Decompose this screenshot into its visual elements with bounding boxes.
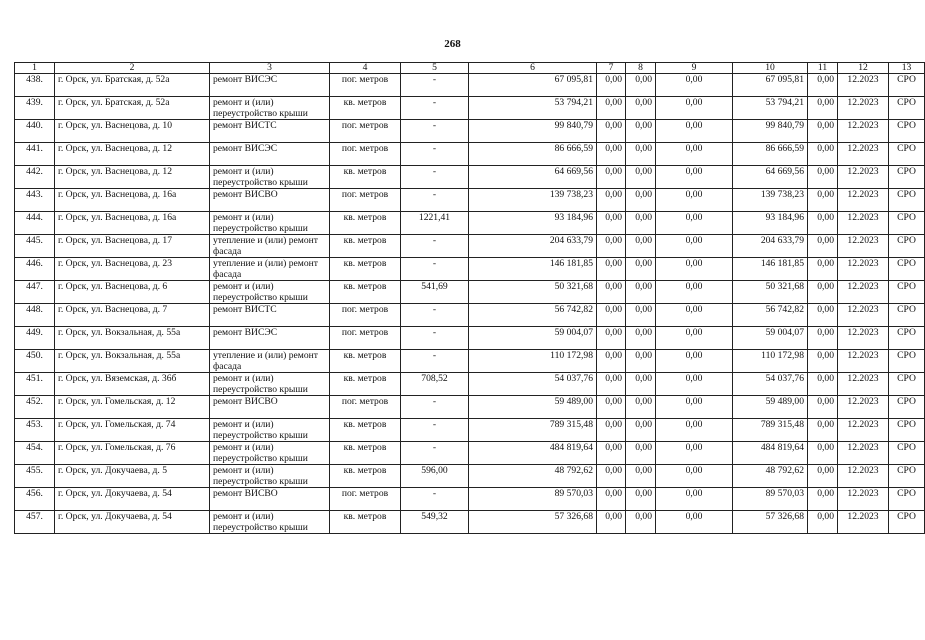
- method-cell: СРО: [889, 419, 925, 442]
- unit-cell: кв. метров: [330, 97, 401, 120]
- amount-cell: 0,00: [597, 327, 626, 350]
- cost-cell: 110 172,98: [469, 350, 597, 373]
- amount-cell: 0,00: [656, 212, 733, 235]
- amount-cell: 0,00: [597, 143, 626, 166]
- column-header: 8: [626, 63, 656, 74]
- address-cell: г. Орск, ул. Васнецова, д. 12: [55, 143, 210, 166]
- column-header: 4: [330, 63, 401, 74]
- table-row: [15, 97, 925, 120]
- cost-cell: 59 004,07: [469, 327, 597, 350]
- work-type-cell: ремонт и (или) переустройство крыши: [210, 511, 330, 534]
- column-header: 2: [55, 63, 210, 74]
- total-cost-cell: 50 321,68: [733, 281, 808, 304]
- cost-cell: 89 570,03: [469, 488, 597, 511]
- row-number-cell: 446.: [15, 258, 55, 281]
- amount-cell: 0,00: [656, 281, 733, 304]
- cost-cell: 48 792,62: [469, 465, 597, 488]
- amount-cell: 0,00: [626, 465, 656, 488]
- row-number-cell: 444.: [15, 212, 55, 235]
- method-cell: СРО: [889, 212, 925, 235]
- amount-cell: 0,00: [626, 396, 656, 419]
- unit-cell: пог. метров: [330, 120, 401, 143]
- column-header: 5: [401, 63, 469, 74]
- total-cost-cell: 56 742,82: [733, 304, 808, 327]
- work-type-cell: утепление и (или) ремонт фасада: [210, 350, 330, 373]
- table-row: [15, 212, 925, 235]
- method-cell: СРО: [889, 143, 925, 166]
- quantity-cell: 1221,41: [401, 212, 469, 235]
- amount-cell: 0,00: [656, 304, 733, 327]
- cost-cell: 53 794,21: [469, 97, 597, 120]
- cost-cell: 56 742,82: [469, 304, 597, 327]
- work-type-cell: ремонт ВИСТС: [210, 120, 330, 143]
- amount-cell: 0,00: [656, 327, 733, 350]
- cost-cell: 50 321,68: [469, 281, 597, 304]
- completion-date-cell: 12.2023: [838, 235, 889, 258]
- cost-cell: 93 184,96: [469, 212, 597, 235]
- work-type-cell: утепление и (или) ремонт фасада: [210, 235, 330, 258]
- amount-cell: 0,00: [626, 419, 656, 442]
- amount-cell: 0,00: [656, 235, 733, 258]
- amount-cell: 0,00: [808, 143, 838, 166]
- total-cost-cell: 86 666,59: [733, 143, 808, 166]
- row-number-cell: 456.: [15, 488, 55, 511]
- row-number-cell: 440.: [15, 120, 55, 143]
- method-cell: СРО: [889, 373, 925, 396]
- completion-date-cell: 12.2023: [838, 396, 889, 419]
- amount-cell: 0,00: [656, 511, 733, 534]
- cost-cell: 204 633,79: [469, 235, 597, 258]
- amount-cell: 0,00: [626, 327, 656, 350]
- address-cell: г. Орск, ул. Васнецова, д. 10: [55, 120, 210, 143]
- table-row: [15, 258, 925, 281]
- amount-cell: 0,00: [656, 74, 733, 97]
- amount-cell: 0,00: [626, 373, 656, 396]
- cost-cell: 59 489,00: [469, 396, 597, 419]
- total-cost-cell: 59 004,07: [733, 327, 808, 350]
- total-cost-cell: 59 489,00: [733, 396, 808, 419]
- amount-cell: 0,00: [808, 166, 838, 189]
- table-row: [15, 465, 925, 488]
- method-cell: СРО: [889, 258, 925, 281]
- unit-cell: пог. метров: [330, 488, 401, 511]
- amount-cell: 0,00: [626, 350, 656, 373]
- amount-cell: 0,00: [597, 189, 626, 212]
- total-cost-cell: 484 819,64: [733, 442, 808, 465]
- quantity-cell: -: [401, 442, 469, 465]
- unit-cell: кв. метров: [330, 419, 401, 442]
- total-cost-cell: 789 315,48: [733, 419, 808, 442]
- address-cell: г. Орск, ул. Васнецова, д. 7: [55, 304, 210, 327]
- total-cost-cell: 53 794,21: [733, 97, 808, 120]
- row-number-cell: 452.: [15, 396, 55, 419]
- page-number: 268: [444, 38, 461, 50]
- method-cell: СРО: [889, 235, 925, 258]
- total-cost-cell: 146 181,85: [733, 258, 808, 281]
- work-type-cell: ремонт и (или) переустройство крыши: [210, 212, 330, 235]
- work-type-cell: ремонт ВИСЭС: [210, 143, 330, 166]
- table-row: [15, 350, 925, 373]
- address-cell: г. Орск, ул. Вокзальная, д. 55а: [55, 327, 210, 350]
- completion-date-cell: 12.2023: [838, 419, 889, 442]
- completion-date-cell: 12.2023: [838, 442, 889, 465]
- amount-cell: 0,00: [626, 511, 656, 534]
- table-row: [15, 442, 925, 465]
- completion-date-cell: 12.2023: [838, 189, 889, 212]
- method-cell: СРО: [889, 97, 925, 120]
- completion-date-cell: 12.2023: [838, 488, 889, 511]
- quantity-cell: -: [401, 189, 469, 212]
- total-cost-cell: 204 633,79: [733, 235, 808, 258]
- quantity-cell: -: [401, 97, 469, 120]
- total-cost-cell: 139 738,23: [733, 189, 808, 212]
- quantity-cell: -: [401, 327, 469, 350]
- completion-date-cell: 12.2023: [838, 166, 889, 189]
- completion-date-cell: 12.2023: [838, 74, 889, 97]
- quantity-cell: -: [401, 258, 469, 281]
- column-header: 1: [15, 63, 55, 74]
- work-type-cell: ремонт ВИСВО: [210, 189, 330, 212]
- method-cell: СРО: [889, 304, 925, 327]
- address-cell: г. Орск, ул. Братская, д. 52а: [55, 97, 210, 120]
- method-cell: СРО: [889, 511, 925, 534]
- unit-cell: пог. метров: [330, 327, 401, 350]
- unit-cell: кв. метров: [330, 281, 401, 304]
- work-type-cell: ремонт и (или) переустройство крыши: [210, 465, 330, 488]
- method-cell: СРО: [889, 327, 925, 350]
- amount-cell: 0,00: [626, 97, 656, 120]
- address-cell: г. Орск, ул. Васнецова, д. 16а: [55, 212, 210, 235]
- amount-cell: 0,00: [597, 212, 626, 235]
- total-cost-cell: 48 792,62: [733, 465, 808, 488]
- completion-date-cell: 12.2023: [838, 97, 889, 120]
- amount-cell: 0,00: [656, 120, 733, 143]
- row-number-cell: 439.: [15, 97, 55, 120]
- column-header: 13: [889, 63, 925, 74]
- completion-date-cell: 12.2023: [838, 327, 889, 350]
- amount-cell: 0,00: [656, 350, 733, 373]
- address-cell: г. Орск, ул. Васнецова, д. 6: [55, 281, 210, 304]
- quantity-cell: -: [401, 235, 469, 258]
- amount-cell: 0,00: [597, 166, 626, 189]
- method-cell: СРО: [889, 166, 925, 189]
- address-cell: г. Орск, ул. Гомельская, д. 12: [55, 396, 210, 419]
- amount-cell: 0,00: [626, 488, 656, 511]
- amount-cell: 0,00: [626, 281, 656, 304]
- address-cell: г. Орск, ул. Васнецова, д. 16а: [55, 189, 210, 212]
- address-cell: г. Орск, ул. Васнецова, д. 23: [55, 258, 210, 281]
- work-type-cell: ремонт и (или) переустройство крыши: [210, 419, 330, 442]
- amount-cell: 0,00: [597, 419, 626, 442]
- method-cell: СРО: [889, 74, 925, 97]
- amount-cell: 0,00: [656, 189, 733, 212]
- amount-cell: 0,00: [656, 143, 733, 166]
- completion-date-cell: 12.2023: [838, 511, 889, 534]
- work-type-cell: ремонт ВИСВО: [210, 488, 330, 511]
- cost-cell: 484 819,64: [469, 442, 597, 465]
- amount-cell: 0,00: [597, 465, 626, 488]
- cost-cell: 54 037,76: [469, 373, 597, 396]
- cost-cell: 86 666,59: [469, 143, 597, 166]
- address-cell: г. Орск, ул. Братская, д. 52а: [55, 74, 210, 97]
- amount-cell: 0,00: [597, 350, 626, 373]
- amount-cell: 0,00: [808, 212, 838, 235]
- amount-cell: 0,00: [656, 488, 733, 511]
- row-number-cell: 442.: [15, 166, 55, 189]
- method-cell: СРО: [889, 396, 925, 419]
- work-type-cell: ремонт и (или) переустройство крыши: [210, 442, 330, 465]
- register-table: [14, 62, 925, 534]
- method-cell: СРО: [889, 488, 925, 511]
- work-type-cell: ремонт ВИСВО: [210, 396, 330, 419]
- address-cell: г. Орск, ул. Гомельская, д. 74: [55, 419, 210, 442]
- amount-cell: 0,00: [656, 97, 733, 120]
- amount-cell: 0,00: [656, 419, 733, 442]
- method-cell: СРО: [889, 281, 925, 304]
- amount-cell: 0,00: [808, 258, 838, 281]
- column-header: 3: [210, 63, 330, 74]
- completion-date-cell: 12.2023: [838, 373, 889, 396]
- address-cell: г. Орск, ул. Докучаева, д. 54: [55, 488, 210, 511]
- row-number-cell: 454.: [15, 442, 55, 465]
- work-type-cell: ремонт и (или) переустройство крыши: [210, 97, 330, 120]
- total-cost-cell: 93 184,96: [733, 212, 808, 235]
- amount-cell: 0,00: [808, 373, 838, 396]
- address-cell: г. Орск, ул. Васнецова, д. 17: [55, 235, 210, 258]
- amount-cell: 0,00: [597, 97, 626, 120]
- column-header: 11: [808, 63, 838, 74]
- row-number-cell: 450.: [15, 350, 55, 373]
- amount-cell: 0,00: [808, 442, 838, 465]
- amount-cell: 0,00: [626, 212, 656, 235]
- table-row: [15, 488, 925, 511]
- row-number-cell: 447.: [15, 281, 55, 304]
- amount-cell: 0,00: [808, 488, 838, 511]
- amount-cell: 0,00: [656, 465, 733, 488]
- completion-date-cell: 12.2023: [838, 212, 889, 235]
- cost-cell: 146 181,85: [469, 258, 597, 281]
- cost-cell: 57 326,68: [469, 511, 597, 534]
- amount-cell: 0,00: [597, 373, 626, 396]
- unit-cell: кв. метров: [330, 350, 401, 373]
- amount-cell: 0,00: [808, 419, 838, 442]
- amount-cell: 0,00: [626, 189, 656, 212]
- amount-cell: 0,00: [656, 258, 733, 281]
- table-row: [15, 281, 925, 304]
- amount-cell: 0,00: [626, 166, 656, 189]
- amount-cell: 0,00: [808, 235, 838, 258]
- amount-cell: 0,00: [597, 235, 626, 258]
- amount-cell: 0,00: [597, 396, 626, 419]
- completion-date-cell: 12.2023: [838, 281, 889, 304]
- cost-cell: 139 738,23: [469, 189, 597, 212]
- address-cell: г. Орск, ул. Докучаева, д. 5: [55, 465, 210, 488]
- row-number-cell: 438.: [15, 74, 55, 97]
- completion-date-cell: 12.2023: [838, 304, 889, 327]
- address-cell: г. Орск, ул. Вяземская, д. 36б: [55, 373, 210, 396]
- unit-cell: кв. метров: [330, 166, 401, 189]
- quantity-cell: 708,52: [401, 373, 469, 396]
- address-cell: г. Орск, ул. Васнецова, д. 12: [55, 166, 210, 189]
- completion-date-cell: 12.2023: [838, 258, 889, 281]
- total-cost-cell: 110 172,98: [733, 350, 808, 373]
- table-row: [15, 189, 925, 212]
- quantity-cell: -: [401, 396, 469, 419]
- row-number-cell: 443.: [15, 189, 55, 212]
- row-number-cell: 445.: [15, 235, 55, 258]
- column-header: 7: [597, 63, 626, 74]
- row-number-cell: 451.: [15, 373, 55, 396]
- amount-cell: 0,00: [656, 166, 733, 189]
- work-type-cell: ремонт и (или) переустройство крыши: [210, 281, 330, 304]
- column-header: 9: [656, 63, 733, 74]
- amount-cell: 0,00: [626, 235, 656, 258]
- amount-cell: 0,00: [808, 327, 838, 350]
- cost-cell: 64 669,56: [469, 166, 597, 189]
- unit-cell: кв. метров: [330, 442, 401, 465]
- completion-date-cell: 12.2023: [838, 143, 889, 166]
- unit-cell: пог. метров: [330, 396, 401, 419]
- quantity-cell: -: [401, 419, 469, 442]
- table-row: [15, 74, 925, 97]
- unit-cell: кв. метров: [330, 511, 401, 534]
- amount-cell: 0,00: [808, 74, 838, 97]
- amount-cell: 0,00: [626, 442, 656, 465]
- cost-cell: 67 095,81: [469, 74, 597, 97]
- work-type-cell: ремонт ВИСЭС: [210, 327, 330, 350]
- quantity-cell: -: [401, 304, 469, 327]
- unit-cell: кв. метров: [330, 258, 401, 281]
- table-row: [15, 373, 925, 396]
- amount-cell: 0,00: [597, 511, 626, 534]
- total-cost-cell: 57 326,68: [733, 511, 808, 534]
- amount-cell: 0,00: [626, 120, 656, 143]
- amount-cell: 0,00: [808, 97, 838, 120]
- amount-cell: 0,00: [626, 258, 656, 281]
- quantity-cell: -: [401, 120, 469, 143]
- quantity-cell: -: [401, 143, 469, 166]
- total-cost-cell: 89 570,03: [733, 488, 808, 511]
- table-row: [15, 235, 925, 258]
- amount-cell: 0,00: [808, 350, 838, 373]
- unit-cell: пог. метров: [330, 189, 401, 212]
- row-number-cell: 448.: [15, 304, 55, 327]
- method-cell: СРО: [889, 442, 925, 465]
- unit-cell: пог. метров: [330, 74, 401, 97]
- amount-cell: 0,00: [626, 74, 656, 97]
- table-row: [15, 120, 925, 143]
- amount-cell: 0,00: [808, 281, 838, 304]
- cost-cell: 789 315,48: [469, 419, 597, 442]
- unit-cell: пог. метров: [330, 143, 401, 166]
- completion-date-cell: 12.2023: [838, 350, 889, 373]
- unit-cell: пог. метров: [330, 304, 401, 327]
- quantity-cell: -: [401, 488, 469, 511]
- unit-cell: кв. метров: [330, 212, 401, 235]
- quantity-cell: -: [401, 74, 469, 97]
- total-cost-cell: 67 095,81: [733, 74, 808, 97]
- address-cell: г. Орск, ул. Вокзальная, д. 55а: [55, 350, 210, 373]
- amount-cell: 0,00: [597, 304, 626, 327]
- work-type-cell: утепление и (или) ремонт фасада: [210, 258, 330, 281]
- amount-cell: 0,00: [597, 120, 626, 143]
- table-row: [15, 511, 925, 534]
- column-header: 6: [469, 63, 597, 74]
- column-header: 10: [733, 63, 808, 74]
- unit-cell: кв. метров: [330, 465, 401, 488]
- completion-date-cell: 12.2023: [838, 465, 889, 488]
- amount-cell: 0,00: [656, 442, 733, 465]
- table-row: [15, 166, 925, 189]
- work-type-cell: ремонт и (или) переустройство крыши: [210, 373, 330, 396]
- address-cell: г. Орск, ул. Гомельская, д. 76: [55, 442, 210, 465]
- unit-cell: кв. метров: [330, 235, 401, 258]
- cost-cell: 99 840,79: [469, 120, 597, 143]
- work-type-cell: ремонт ВИСТС: [210, 304, 330, 327]
- table-row: [15, 143, 925, 166]
- table-row: [15, 304, 925, 327]
- amount-cell: 0,00: [597, 258, 626, 281]
- method-cell: СРО: [889, 465, 925, 488]
- amount-cell: 0,00: [808, 511, 838, 534]
- quantity-cell: 549,32: [401, 511, 469, 534]
- total-cost-cell: 64 669,56: [733, 166, 808, 189]
- work-type-cell: ремонт ВИСЭС: [210, 74, 330, 97]
- completion-date-cell: 12.2023: [838, 120, 889, 143]
- row-number-cell: 453.: [15, 419, 55, 442]
- work-type-cell: ремонт и (или) переустройство крыши: [210, 166, 330, 189]
- row-number-cell: 441.: [15, 143, 55, 166]
- quantity-cell: 596,00: [401, 465, 469, 488]
- total-cost-cell: 99 840,79: [733, 120, 808, 143]
- address-cell: г. Орск, ул. Докучаева, д. 54: [55, 511, 210, 534]
- method-cell: СРО: [889, 120, 925, 143]
- table-row: [15, 419, 925, 442]
- row-number-cell: 457.: [15, 511, 55, 534]
- amount-cell: 0,00: [597, 488, 626, 511]
- row-number-cell: 455.: [15, 465, 55, 488]
- method-cell: СРО: [889, 350, 925, 373]
- amount-cell: 0,00: [808, 396, 838, 419]
- quantity-cell: 541,69: [401, 281, 469, 304]
- amount-cell: 0,00: [808, 189, 838, 212]
- row-number-cell: 449.: [15, 327, 55, 350]
- quantity-cell: -: [401, 350, 469, 373]
- table-row: [15, 396, 925, 419]
- amount-cell: 0,00: [808, 304, 838, 327]
- amount-cell: 0,00: [656, 396, 733, 419]
- amount-cell: 0,00: [656, 373, 733, 396]
- total-cost-cell: 54 037,76: [733, 373, 808, 396]
- amount-cell: 0,00: [626, 143, 656, 166]
- column-number-row: [15, 63, 925, 74]
- table-row: [15, 327, 925, 350]
- amount-cell: 0,00: [808, 465, 838, 488]
- amount-cell: 0,00: [597, 74, 626, 97]
- column-header: 12: [838, 63, 889, 74]
- unit-cell: кв. метров: [330, 373, 401, 396]
- amount-cell: 0,00: [626, 304, 656, 327]
- amount-cell: 0,00: [597, 442, 626, 465]
- amount-cell: 0,00: [808, 120, 838, 143]
- method-cell: СРО: [889, 189, 925, 212]
- quantity-cell: -: [401, 166, 469, 189]
- amount-cell: 0,00: [597, 281, 626, 304]
